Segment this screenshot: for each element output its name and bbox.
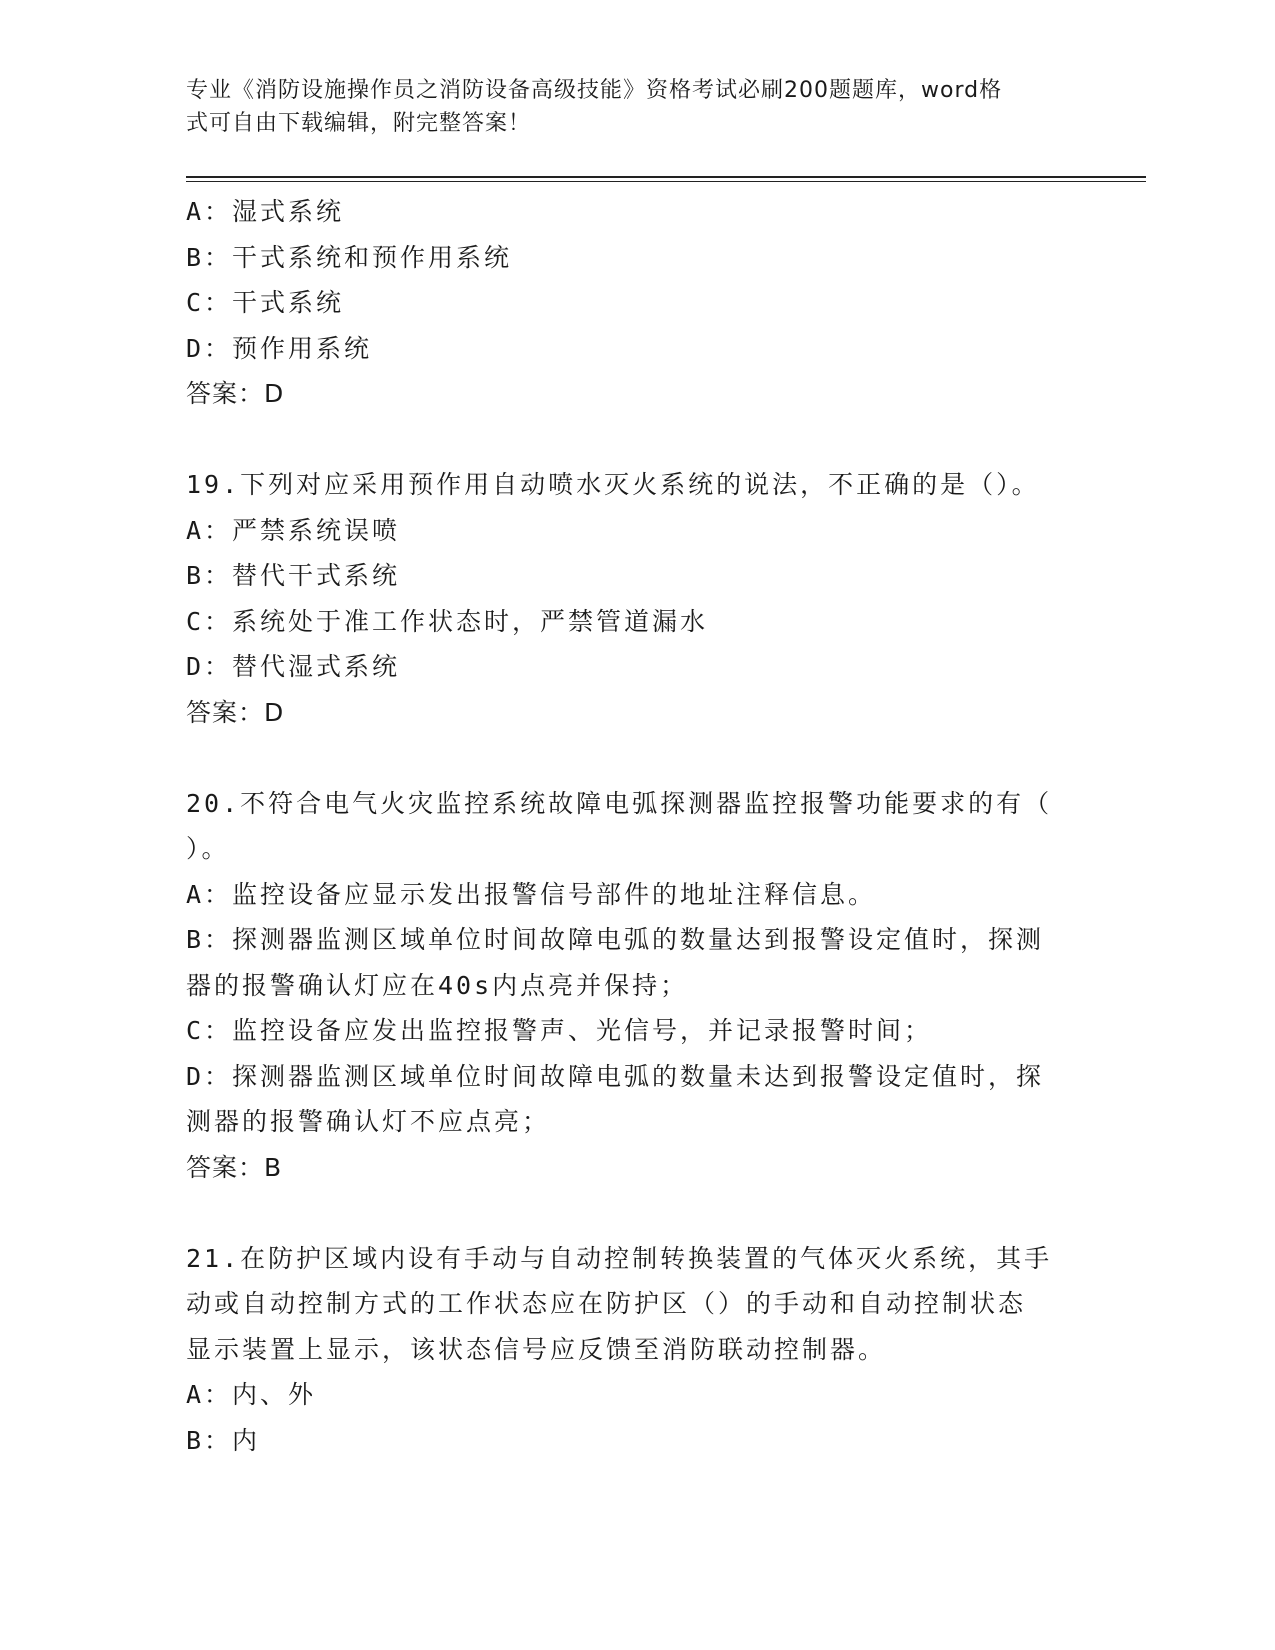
option-c: C：监控设备应发出监控报警声、光信号，并记录报警时间； [186, 1016, 933, 1045]
header-rule-thin [186, 181, 1146, 182]
option-d-line-2: 测器的报警确认灯不应点亮； [186, 1107, 551, 1136]
header-rule-thick [186, 176, 1146, 178]
header-line-1: 专业《消防设施操作员之消防设备高级技能》资格考试必刷200题题库，word格 [186, 78, 1003, 103]
question-text-line-2: ）。 [186, 834, 230, 863]
question-text-line-3: 显示装置上显示，该状态信号应反馈至消防联动控制器。 [186, 1334, 887, 1364]
option-a: A：内、外 [186, 1380, 317, 1409]
answer: 答案：D [186, 697, 285, 727]
option-d: D：预作用系统 [186, 333, 373, 363]
header-line-2: 式可自由下载编辑，附完整答案！ [186, 111, 532, 136]
option-d: D：替代湿式系统 [186, 652, 401, 681]
question-19-block [186, 462, 1066, 735]
document-header [186, 74, 1066, 140]
question-text-line-1: 20.不符合电气火灾监控系统故障电弧探测器监控报警功能要求的有（ [186, 788, 1053, 818]
question-text: 19.下列对应采用预作用自动喷水灭火系统的说法，不正确的是（）。 [186, 470, 1040, 499]
answer: 答案：D [186, 379, 285, 408]
option-a: A：严禁系统误喷 [186, 515, 401, 545]
option-a: A：湿式系统 [186, 197, 345, 226]
option-b: B：干式系统和预作用系统 [186, 242, 513, 272]
question-20-block [186, 781, 1066, 1191]
question-text-line-2: 动或自动控制方式的工作状态应在防护区（）的手动和自动控制状态 [186, 1289, 1027, 1318]
option-a: A：监控设备应显示发出报警信号部件的地址注释信息。 [186, 879, 877, 909]
option-b: B：替代干式系统 [186, 561, 401, 590]
option-d-line-1: D：探测器监测区域单位时间故障电弧的数量未达到报警设定值时，探 [186, 1061, 1045, 1091]
option-b: B：内 [186, 1425, 261, 1455]
question-text-line-1: 21.在防护区域内设有手动与自动控制转换装置的气体灭火系统，其手 [186, 1243, 1053, 1273]
option-c: C：干式系统 [186, 288, 345, 317]
option-b-line-1: B：探测器监测区域单位时间故障电弧的数量达到报警设定值时，探测 [186, 925, 1045, 954]
question-content [186, 189, 1066, 1463]
question-21-block [186, 1236, 1066, 1464]
answer: 答案：B [186, 1152, 283, 1182]
question-18-block [186, 189, 1066, 417]
option-c: C：系统处于准工作状态时，严禁管道漏水 [186, 606, 709, 636]
option-b-line-2: 器的报警确认灯应在40s内点亮并保持； [186, 970, 689, 1000]
